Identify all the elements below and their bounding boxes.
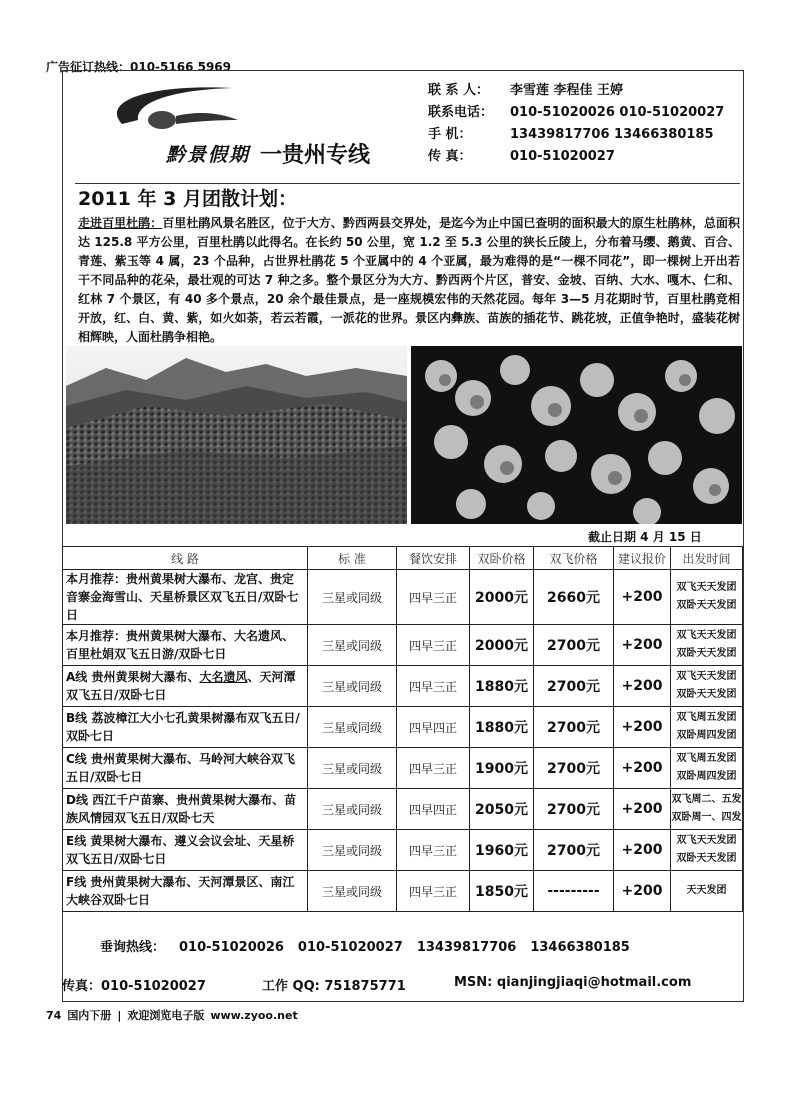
departure-cell: 天天发团: [671, 871, 743, 912]
footer-website-link[interactable]: www.zyoo.net: [210, 1009, 298, 1022]
route-cell: 本月推荐：贵州黄果树大瀑布、大名遗风、百里杜娟双飞五日游/双卧七日: [63, 625, 308, 666]
contact-phone-label: 联系电话：: [428, 105, 494, 120]
sleeper-price-cell: 1880元: [470, 666, 534, 707]
header-sleeper-price: 双卧价格: [470, 547, 534, 570]
route-cell: B线 荔波樟江大小七孔黄果树瀑布双飞五日/双卧七日: [63, 707, 308, 748]
contact-persons: 李雪莲 李程佳 王婷: [510, 83, 624, 98]
footer-divider: |: [117, 1009, 122, 1022]
page-number: 74: [46, 1009, 62, 1022]
header-meals: 餐饮安排: [397, 547, 470, 570]
meals-cell: 四早三正: [397, 666, 470, 707]
footer-slogan: 欢迎浏览电子版: [127, 1009, 205, 1022]
inquiry-hotline: [100, 936, 644, 955]
table-header-row: [63, 547, 743, 570]
standard-cell: 三星或同级: [308, 830, 397, 871]
departure-cell: 双飞周五发团 双卧周四发团: [671, 748, 743, 789]
logo: [92, 80, 422, 190]
meals-cell: 四早三正: [397, 570, 470, 625]
sleeper-price-cell: 2000元: [470, 625, 534, 666]
contact-person-label: 联 系 人：: [428, 83, 490, 98]
tour-price-table: [62, 546, 743, 912]
intro-title: 走进百里杜鹃：: [78, 216, 163, 230]
table-row: [63, 830, 743, 871]
route-cell: A线 贵州黄果树大瀑布、大名遗风、天河潭双飞五日/双卧七日: [63, 666, 308, 707]
table-row: [63, 871, 743, 912]
header-departure: 出发时间: [671, 547, 743, 570]
route-cell: E线 黄果树大瀑布、遵义会议会址、天星桥双飞五日/双卧七日: [63, 830, 308, 871]
table-row: [63, 707, 743, 748]
sleeper-price-cell: 1960元: [470, 830, 534, 871]
sleeper-price-cell: 1850元: [470, 871, 534, 912]
sleeper-price-cell: 2050元: [470, 789, 534, 830]
flight-price-cell: 2700元: [534, 789, 614, 830]
plan-title: 2011 年 3 月团散计划：: [78, 188, 297, 210]
standard-cell: 三星或同级: [308, 748, 397, 789]
standard-cell: 三星或同级: [308, 707, 397, 748]
contact-block: [428, 80, 724, 168]
flight-price-cell: 2700元: [534, 666, 614, 707]
table-row: [63, 748, 743, 789]
intro-body: 百里杜鹃风景名胜区，位于大方、黔西两县交界处，是迄今为止中国已查明的面积最大的原生杜鹃林，总面积达 125.8 平方公里，百里杜鹃以此得名。在长约 50 公里，宽 1.2 至 5.3 公里的狭长丘陵上，分布着马缨、鹅黄、百合、青莲、紫玉等 4 属，23 个品种，占世界杜鹃花 5 个亚属中的 4 个亚属，最为难得的是“一棵不同花”，即一棵树上开出若干不同品种的花朵，最壮观的可达 7 种之多。整个景区分为大方、黔西两个片区，普安、金坡、百纳、大水、嘎木、仁和、红林 7 个景区，有 40 多个景点，20 余个最佳景点，是一座规模宏伟的天然花园。每年 3—5 月花期时节，百里杜鹃竞相开放，红、白、黄、紫，如火如荼，若云若霞，一派花的世界。景区内彝族、苗族的插花节、跳花坡，正值争艳时，盛装花树相辉映，人面杜鹃争相艳。: [78, 216, 740, 344]
section-name: 国内下册: [67, 1009, 112, 1022]
header-flight-price: 双飞价格: [534, 547, 614, 570]
departure-cell: 双飞天天发团 双卧天天发团: [671, 625, 743, 666]
standard-cell: 三星或同级: [308, 666, 397, 707]
inquiry-phone-2: 010-51020027: [297, 940, 403, 955]
inquiry-phone-1: 010-51020026: [179, 940, 284, 955]
suggested-price-cell: +200: [614, 625, 671, 666]
meals-cell: 四早四正: [397, 707, 470, 748]
meals-cell: 四早三正: [397, 625, 470, 666]
departure-cell: 双飞天天发团 双卧天天发团: [671, 570, 743, 625]
ad-hotline: 广告征订热线：010-5166 5969: [46, 60, 232, 74]
page-footer: [46, 1007, 304, 1023]
contact-fax: 010-51020027: [510, 149, 615, 164]
footer-fax: 传真：010-51020027: [62, 979, 206, 994]
suggested-price-cell: +200: [614, 707, 671, 748]
route-cell: F线 贵州黄果树大瀑布、天河潭景区、南江大峡谷双卧七日: [63, 871, 308, 912]
flight-price-cell: ---------: [534, 871, 614, 912]
route-cell: C线 贵州黄果树大瀑布、马岭河大峡谷双飞五日/双卧七日: [63, 748, 308, 789]
inquiry-phone-4: 13466380185: [530, 940, 630, 955]
suggested-price-cell: +200: [614, 748, 671, 789]
rhododendron-flowers-photo: [411, 346, 742, 524]
header-standard: 标 准: [308, 547, 397, 570]
suggested-price-cell: +200: [614, 830, 671, 871]
standard-cell: 三星或同级: [308, 871, 397, 912]
logo-brand: 黔景假期: [166, 144, 251, 166]
flight-price-cell: 2700元: [534, 625, 614, 666]
meals-cell: 四早四正: [397, 789, 470, 830]
intro-paragraph: [78, 214, 740, 347]
header-suggested-price: 建议报价: [614, 547, 671, 570]
contact-phones: 010-51020026 010-51020027: [510, 105, 725, 120]
contact-mobile-label: 手 机：: [428, 127, 472, 142]
departure-cell: 双飞天天发团 双卧天天发团: [671, 830, 743, 871]
footer-msn: MSN: qianjingjiaqi@hotmail.com: [454, 975, 692, 990]
route-cell: D线 西江千户苗寨、贵州黄果树大瀑布、苗族风情园双飞五日/双卧七天: [63, 789, 308, 830]
flight-price-cell: 2700元: [534, 830, 614, 871]
logo-swoosh-icon: [92, 80, 242, 140]
meals-cell: 四早三正: [397, 830, 470, 871]
standard-cell: 三星或同级: [308, 789, 397, 830]
standard-cell: 三星或同级: [308, 570, 397, 625]
sleeper-price-cell: 2000元: [470, 570, 534, 625]
deadline: 截止日期 4 月 15 日: [588, 530, 702, 544]
departure-cell: 双飞周二、五发 双卧周一、四发: [671, 789, 743, 830]
flight-price-cell: 2660元: [534, 570, 614, 625]
table-row: [63, 625, 743, 666]
meals-cell: 四早三正: [397, 871, 470, 912]
flight-price-cell: 2700元: [534, 707, 614, 748]
departure-cell: 双飞天天发团 双卧天天发团: [671, 666, 743, 707]
contact-mobiles: 13439817706 13466380185: [510, 127, 714, 142]
sleeper-price-cell: 1880元: [470, 707, 534, 748]
suggested-price-cell: +200: [614, 570, 671, 625]
header-route: 线 路: [63, 547, 308, 570]
flight-price-cell: 2700元: [534, 748, 614, 789]
meals-cell: 四早三正: [397, 748, 470, 789]
contact-fax-label: 传 真：: [428, 149, 472, 164]
table-row: [63, 666, 743, 707]
suggested-price-cell: +200: [614, 666, 671, 707]
route-cell: 本月推荐：贵州黄果树大瀑布、龙宫、贵定音寨金海雪山、天星桥景区双飞五日/双卧七日: [63, 570, 308, 625]
inquiry-hotline-label: 垂询热线：: [100, 940, 166, 955]
sleeper-price-cell: 1900元: [470, 748, 534, 789]
logo-tagline: 一贵州专线: [260, 142, 371, 168]
table-row: [63, 570, 743, 625]
suggested-price-cell: +200: [614, 871, 671, 912]
suggested-price-cell: +200: [614, 789, 671, 830]
departure-cell: 双飞周五发团 双卧周四发团: [671, 707, 743, 748]
mountain-landscape-photo: [66, 346, 407, 524]
footer-qq: 工作 QQ: 751875771: [262, 979, 406, 994]
inquiry-phone-3: 13439817706: [416, 940, 517, 955]
table-row: [63, 789, 743, 830]
standard-cell: 三星或同级: [308, 625, 397, 666]
